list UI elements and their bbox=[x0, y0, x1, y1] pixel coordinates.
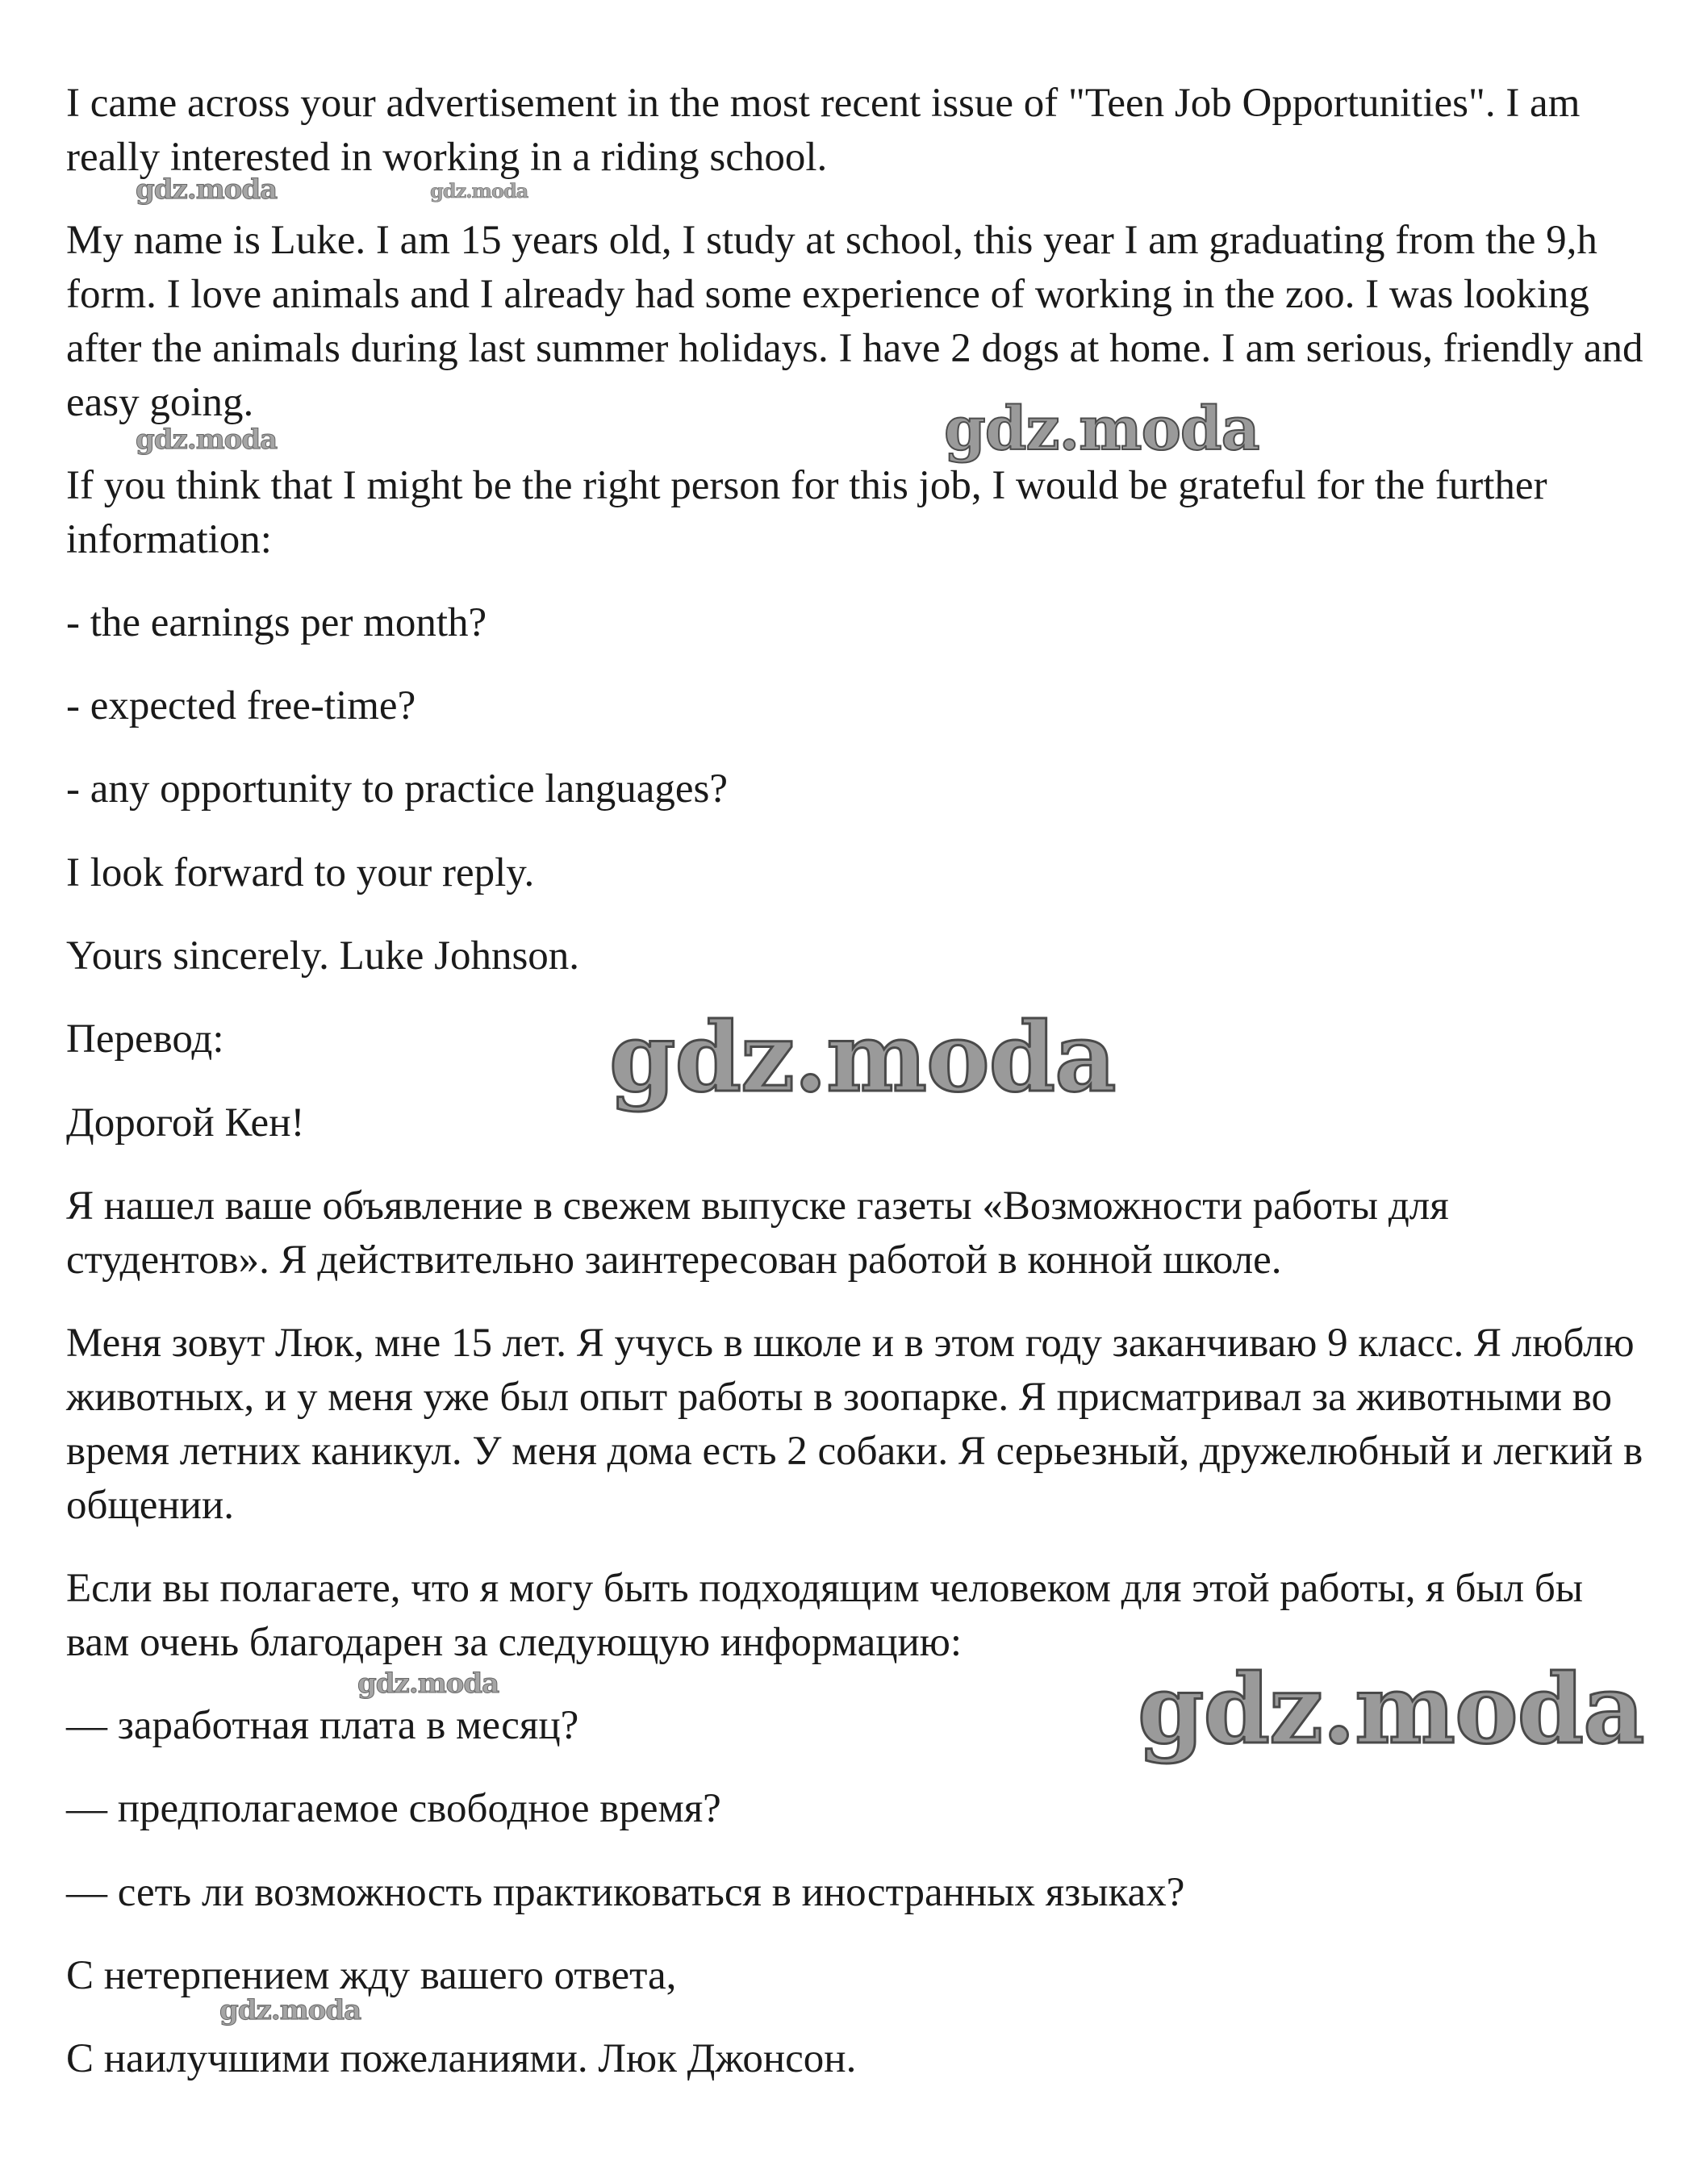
watermark-logo: gdz.moda bbox=[136, 424, 278, 456]
watermark-logo: gdz.moda bbox=[1138, 1653, 1644, 1765]
ru-question-1: — заработная плата в месяц? bbox=[66, 1703, 579, 1748]
ru-paragraph-2: Меня зовут Люк, мне 15 лет. Я учусь в школе и в этом году заканчиваю 9 класс. Я люблю животных, и у меня уже был опыт работы в зоопарке. Я присматривал за животными во время летних каникул. У меня дома есть 2 собаки. Я серьезный, дружелюбный и легкий в общении. bbox=[66, 1321, 1653, 1528]
en-paragraph-1: I came across your advertisement in the most recent issue of "Teen Job Opportunities". I am really interested in working in a riding school. bbox=[66, 81, 1591, 180]
en-paragraph-3: If you think that I might be the right person for this job, I would be grateful for the further information: bbox=[66, 463, 1558, 562]
ru-signature: С наилучшими пожеланиями. Люк Джонсон. bbox=[66, 2036, 857, 2081]
en-closing: I look forward to your reply. bbox=[66, 850, 535, 895]
en-paragraph-2: My name is Luke. I am 15 years old, I study at school, this year I am graduating from the 9,h form. I love animals and I already had some experience of working in the zoo. I was looking after the animals during last summer holidays. I have 2 dogs at home. I am serious, friendly and easy going. bbox=[66, 218, 1654, 425]
translation-heading: Перевод: bbox=[66, 1016, 224, 1062]
watermark-logo: gdz.moda bbox=[944, 394, 1259, 464]
en-question-1: - the earnings per month? bbox=[66, 600, 487, 645]
ru-question-3: — сеть ли возможность практиковаться в иностранных языках? bbox=[66, 1870, 1185, 1915]
ru-greeting: Дорогой Кен! bbox=[66, 1100, 305, 1146]
ru-closing: С нетерпением жду вашего ответа, bbox=[66, 1953, 677, 1998]
en-question-3: - any opportunity to practice languages? bbox=[66, 766, 728, 812]
en-signature: Yours sincerely. Luke Johnson. bbox=[66, 933, 580, 979]
en-question-2: - expected free-time? bbox=[66, 683, 416, 728]
ru-question-2: — предполагаемое свободное время? bbox=[66, 1786, 721, 1831]
watermark-logo: gdz.moda bbox=[219, 1994, 361, 2026]
ru-paragraph-3: Если вы полагаете, что я могу быть подходящим человеком для этой работы, я был бы вам очень благодарен за следующую информацию: bbox=[66, 1566, 1593, 1665]
watermark-logo: gdz.moda bbox=[609, 1001, 1116, 1113]
ru-paragraph-1: Я нашел ваше объявление в свежем выпуске газеты «Возможности работы для студентов». Я действительно заинтересован работой в конной школе. bbox=[66, 1183, 1460, 1283]
watermark-logo: gdz.moda bbox=[136, 173, 278, 206]
watermark-logo: gdz.moda bbox=[357, 1667, 499, 1700]
watermark-logo: gdz.moda bbox=[430, 179, 528, 202]
